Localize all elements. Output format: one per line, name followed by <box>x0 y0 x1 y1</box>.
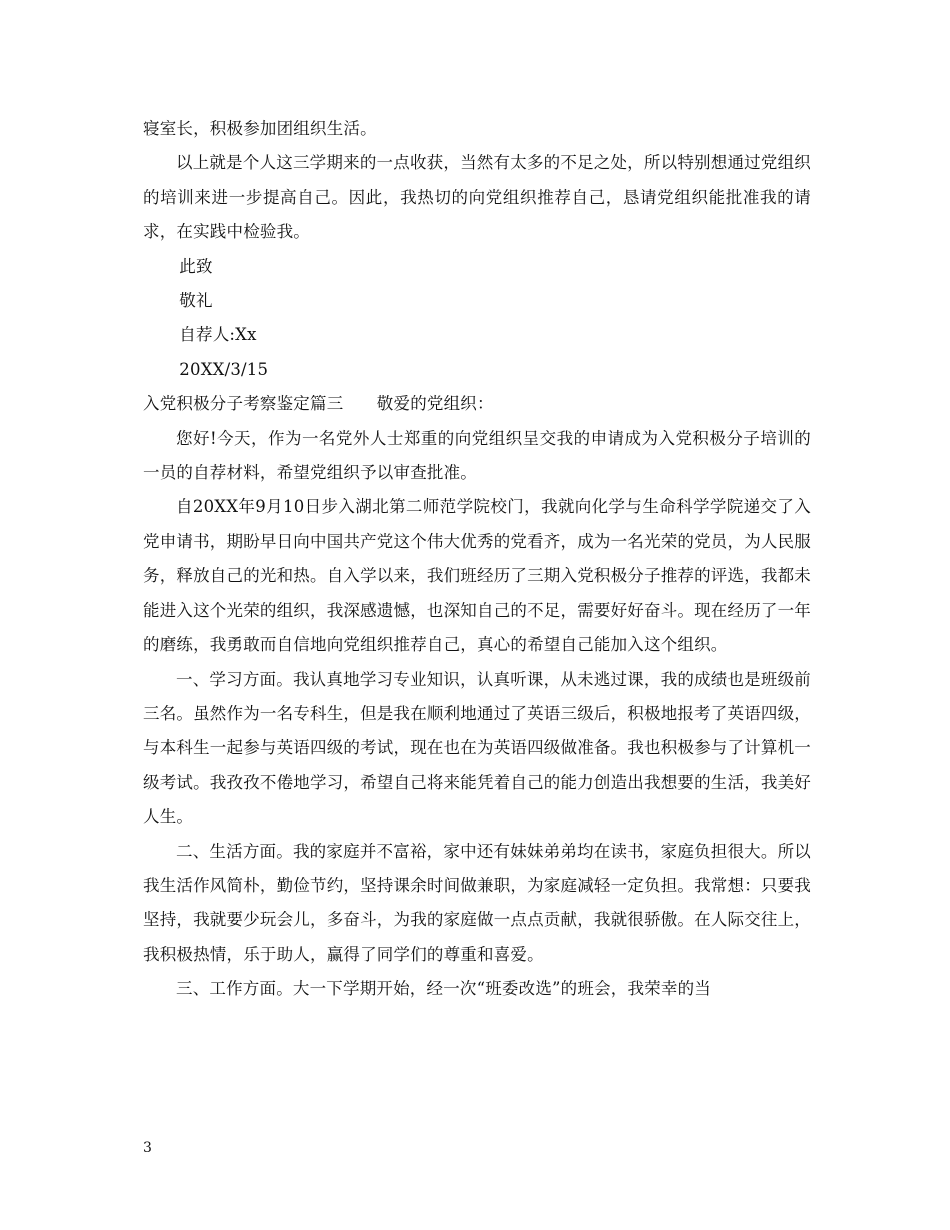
paragraph-introduction: 自20XX年9月10日步入湖北第二师范学院校门，我就向化学与生命科学学院递交了入党申请书，期盼早日向中国共产党这个伟大优秀的党看齐，成为一名光荣的党员，为人民服务，释放自己的光和热。自入学以来，我们班经历了三期入党积极分子推荐的评选，我都未能进入这个光荣的组织，我深感遗憾，也深知自己的不足，需要好好奋斗。现在经历了一年的磨练，我勇敢而自信地向党组织推荐自己，真心的希望自己能加入这个组织。 <box>143 497 811 655</box>
signature-date: 20XX/3/15 <box>179 359 269 379</box>
paragraph-study: 一、学习方面。我认真地学习专业知识，认真听课，从未逃过课，我的成绩也是班级前三名。虽然作为一名专科生，但是我在顺利地通过了英语三级后，积极地报考了英语四级，与本科生一起参与英语四级的考试，现在也在为英语四级做准备。我也积极参与了计算机一级考试。我孜孜不倦地学习，希望自己将来能凭着自己的能力创造出我想要的生活，我美好人生。 <box>143 669 811 827</box>
paragraph-work: 三、工作方面。大一下学期开始，经一次“班委改选”的班会，我荣幸的当 <box>176 979 711 999</box>
paragraph-life: 二、生活方面。我的家庭并不富裕，家中还有妹妹弟弟均在读书，家庭负担很大。所以我生活作风简朴，勤俭节约，坚持课余时间做兼职，为家庭减轻一定负担。我常想：只要我坚持，我就要少玩会儿，多奋斗，为我的家庭做一点点贡献，我就很骄傲。在人际交往上，我积极热情，乐于助人，赢得了同学们的尊重和喜爱。 <box>143 841 811 964</box>
closing-salutation: 此致 <box>179 256 213 276</box>
paragraph-greeting: 您好!今天，作为一名党外人士郑重的向党组织呈交我的申请成为入党积极分子培训的一员的自荐材料，希望党组织予以审查批准。 <box>143 428 811 483</box>
page-number: 3 <box>143 1140 152 1156</box>
section-heading: 入党积极分子考察鉴定篇三 敬爱的党组织： <box>143 394 494 414</box>
paragraph-continuation: 寝室长，积极参加团组织生活。 <box>143 119 377 138</box>
closing-regards: 敬礼 <box>179 291 213 311</box>
paragraph-summary: 以上就是个人这三学期来的一点收获，当然有太多的不足之处，所以特别想通过党组织的培训来进一步提高自己。因此，我热切的向党组织推荐自己，恳请党组织能批准我的请求，在实践中检验我。 <box>143 153 811 242</box>
body-text <box>143 112 811 1007</box>
signature-name: 自荐人:Xx <box>179 325 257 345</box>
